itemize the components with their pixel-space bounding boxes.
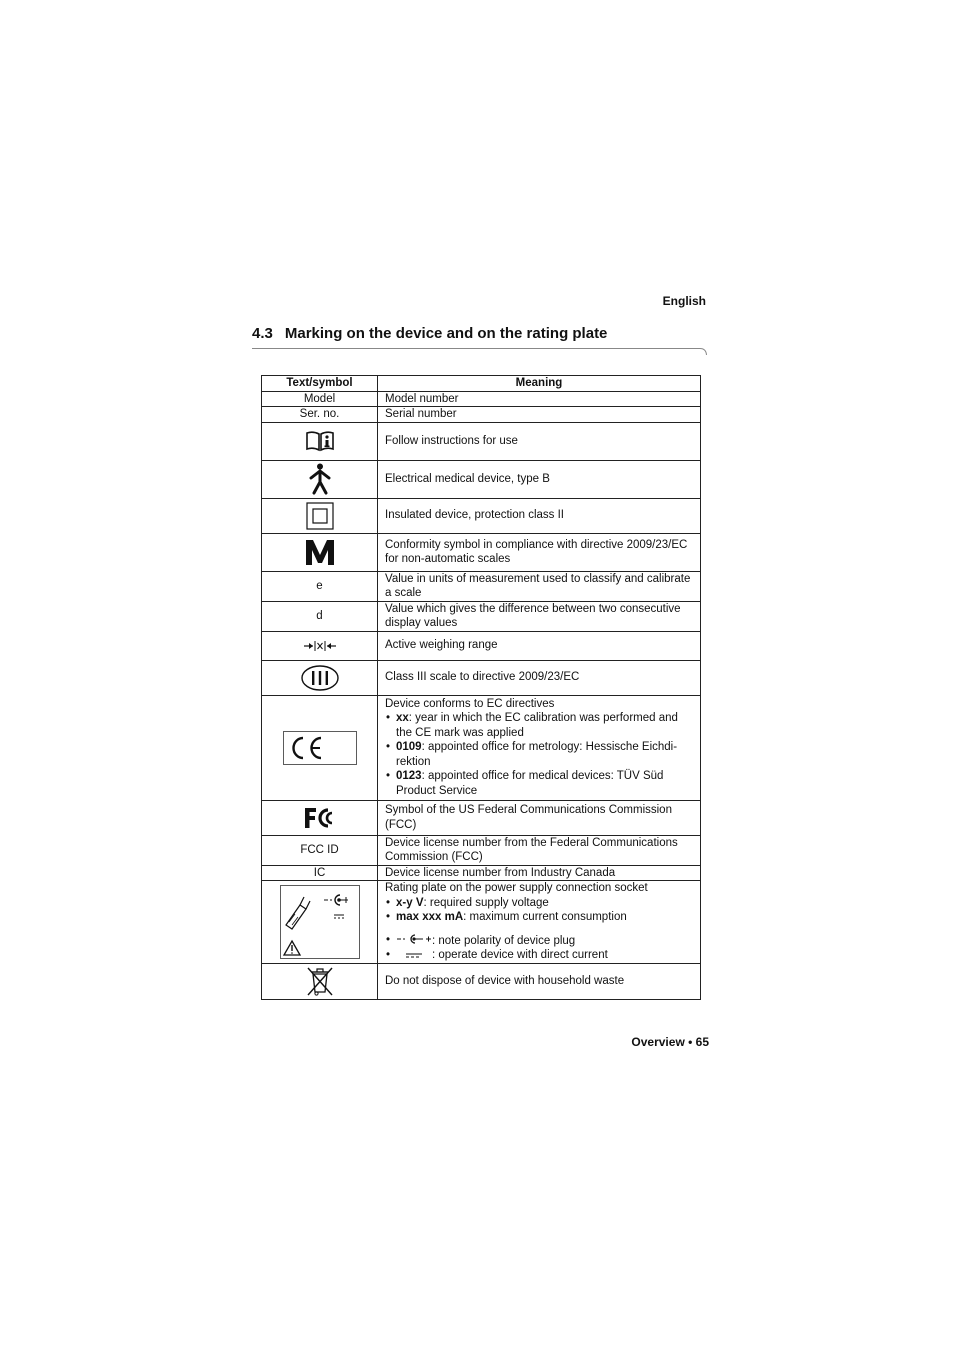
table-row — [262, 963, 701, 999]
bullet-key: max xxx mA — [396, 911, 464, 923]
symbol-text: FCC ID — [262, 835, 378, 865]
symbol-text: Model — [262, 391, 378, 407]
double-square-class-ii-icon — [306, 502, 334, 530]
table-row — [262, 571, 701, 601]
meaning-text: Insulated device, protection class II — [378, 498, 701, 533]
table-row — [262, 498, 701, 533]
table-row — [262, 631, 701, 660]
ce-mark-icon — [283, 731, 357, 765]
table-row — [262, 660, 701, 695]
section-number: 4.3 — [252, 325, 273, 342]
dc-text: : operate device with direct current — [432, 949, 608, 961]
power-socket-rating-plate-icon — [280, 885, 360, 959]
weighing-range-arrows-icon — [303, 640, 337, 652]
bullet-text: : appointed office for medical devices: TÜV Süd Product Service — [396, 770, 664, 797]
class-iii-oval-icon — [301, 665, 339, 691]
page-footer: Overview • 65 — [631, 1035, 709, 1049]
table-row — [262, 391, 701, 407]
meaning-text: Active weighing range — [378, 631, 701, 660]
list-item — [385, 896, 693, 911]
meaning-text: Value which gives the difference between two consecutive display values — [378, 601, 701, 631]
table-row — [262, 533, 701, 571]
meaning-text: Rating plate on the power supply connection socket — [385, 882, 648, 894]
polarity-icon — [396, 933, 432, 945]
heading-rule — [252, 348, 707, 358]
crossed-bin-icon — [305, 965, 335, 997]
bullet-text: : maximum current consumption — [463, 911, 627, 923]
meaning-text: Model number — [378, 391, 701, 407]
ce-bullet-list — [385, 711, 693, 798]
person-type-b-icon — [309, 463, 331, 495]
symbol-text: d — [262, 601, 378, 631]
fcc-logo-icon — [304, 806, 336, 830]
symbol-text: e — [262, 571, 378, 601]
meaning-text: Serial number — [378, 407, 701, 423]
bullet-key: 0109 — [396, 741, 422, 754]
bullet-text: : year in which the EC calibration was performed and the CE mark was applied — [396, 712, 678, 739]
section-title-text: Marking on the device and on the rating plate — [284, 325, 608, 342]
table-row — [262, 800, 701, 835]
bullet-text: : appointed office for metrology: Hessische Eichdi-rektion — [396, 741, 678, 768]
list-item — [385, 769, 693, 798]
table-row — [262, 601, 701, 631]
meaning-text: Value in units of measurement used to classify and calibrate a scale — [378, 571, 701, 601]
polarity-text: : note polarity of device plug — [432, 934, 576, 947]
meaning-text: Conformity symbol in compliance with directive 2009/23/EC for non-automatic scales — [378, 533, 701, 571]
list-item — [385, 740, 693, 769]
bullet-key: x-y V — [396, 896, 424, 909]
meaning-text: Symbol of the US Federal Communications Commission (FCC) — [378, 800, 701, 835]
meaning-text: Do not dispose of device with household waste — [378, 963, 701, 999]
meaning-text: Electrical medical device, type B — [378, 460, 701, 498]
metrology-m-icon — [304, 538, 336, 566]
marking-table — [261, 375, 701, 1000]
table-row — [262, 422, 701, 460]
symbol-text: Ser. no. — [262, 407, 378, 423]
meaning-text: Device license number from the Federal Communications Commission (FCC) — [378, 835, 701, 865]
list-item — [385, 711, 693, 740]
meaning-text: Device conforms to EC directives — [385, 697, 555, 710]
bullet-key: 0123 — [396, 770, 422, 783]
meaning-text: Device license number from Industry Canada — [378, 865, 701, 881]
section-heading — [252, 325, 607, 342]
col-meaning-header: Meaning — [378, 376, 701, 392]
list-item — [385, 948, 693, 963]
table-row — [262, 881, 701, 964]
bullet-text: : required supply voltage — [423, 896, 549, 909]
instructions-book-icon — [305, 430, 335, 452]
bullet-key: xx — [396, 712, 409, 725]
table-row — [262, 835, 701, 865]
direct-current-icon — [396, 948, 432, 960]
list-item — [385, 933, 693, 949]
meaning-text: Class III scale to directive 2009/23/EC — [378, 660, 701, 695]
rating-bullet-list — [385, 896, 693, 963]
table-row — [262, 407, 701, 423]
meaning-text: Follow instructions for use — [378, 422, 701, 460]
table-header-row — [262, 376, 701, 392]
list-item — [385, 910, 693, 925]
symbol-text: IC — [262, 865, 378, 881]
language-label: English — [662, 294, 706, 308]
table-row — [262, 695, 701, 800]
table-row — [262, 460, 701, 498]
col-symbol-header: Text/symbol — [262, 376, 378, 392]
table-row — [262, 865, 701, 881]
